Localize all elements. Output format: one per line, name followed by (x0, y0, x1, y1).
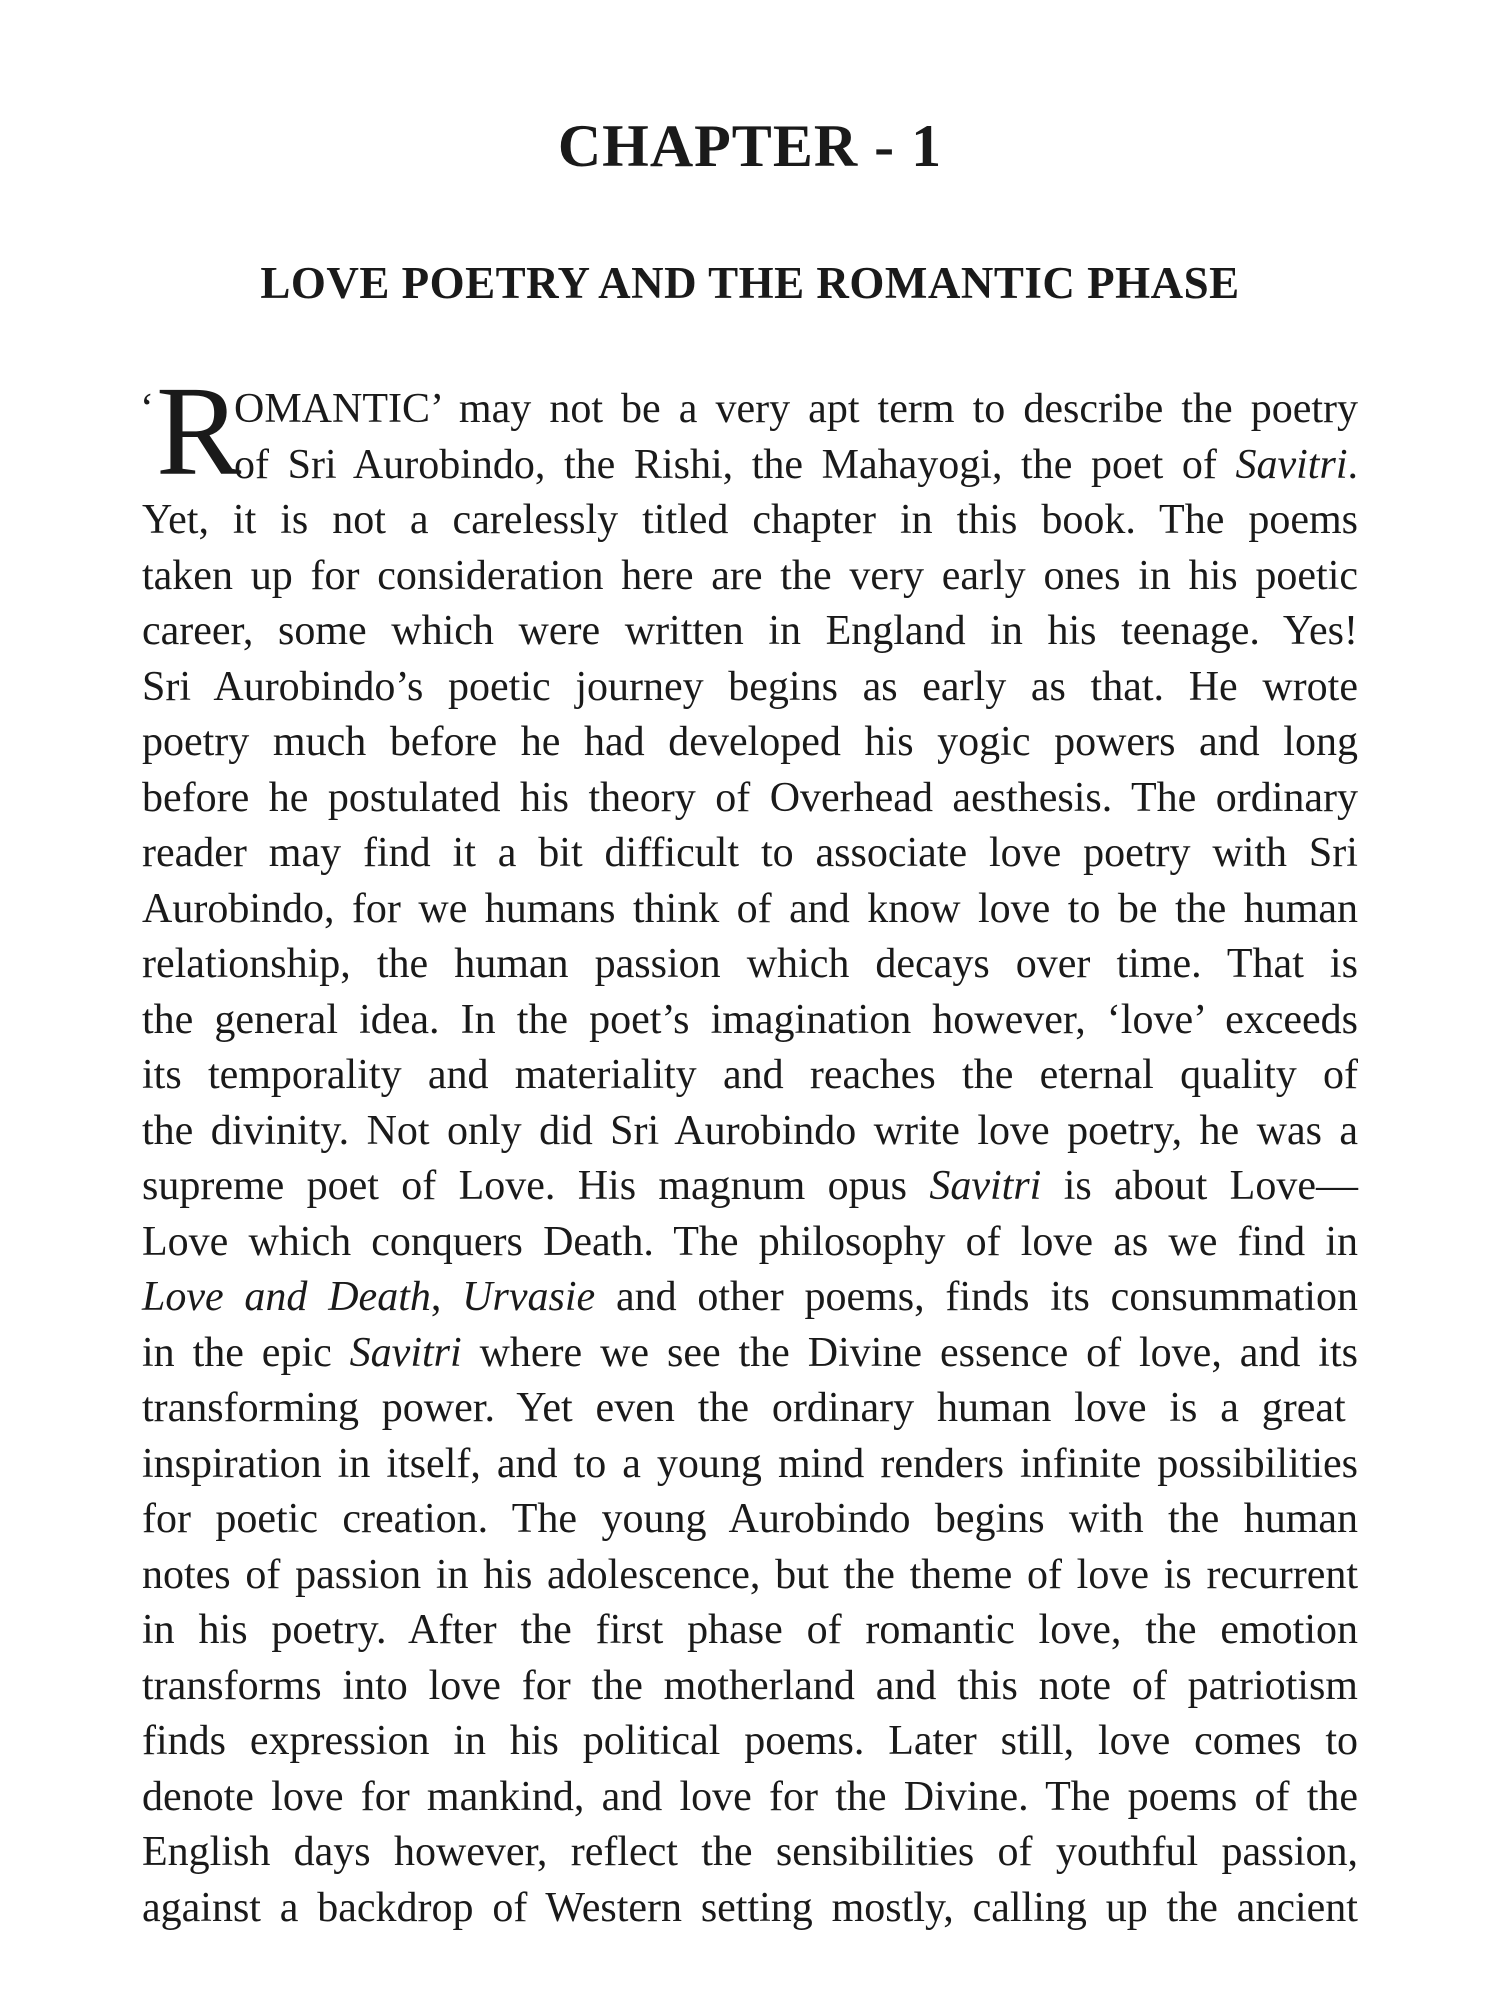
text-line (142, 660, 1358, 716)
text-run: OMANTIC’ may not be a very apt term to describe the poetry (234, 386, 1359, 432)
text-run: its temporality and materiality and reaches the eternal quality of (142, 1052, 1359, 1098)
text-line (142, 1825, 1358, 1881)
text-run: denote love for mankind, and love for the Divine. The poems of the (142, 1773, 1359, 1820)
text-run: the general idea. In the poet’s imagination however, ‘love’ exceeds (142, 996, 1358, 1043)
text-run: finds expression in his political poems. Later still, love comes to (142, 1718, 1358, 1764)
text-run: in his poetry. After the first phase of romantic love, the emotion (142, 1607, 1359, 1653)
text-line (142, 1492, 1358, 1548)
text-line (142, 1603, 1358, 1659)
text-line (142, 882, 1358, 938)
text-line (142, 993, 1358, 1049)
text-run: where we see the Divine essence of love, and its (461, 1329, 1358, 1376)
chapter-title: LOVE POETRY AND THE ROMANTIC PHASE (260, 258, 1240, 308)
text-run: is about Love— (1041, 1163, 1358, 1209)
text-line (142, 1381, 1358, 1437)
text-line (142, 382, 1358, 438)
text-run: against a backdrop of Western setting mostly, calling up the ancient (142, 1884, 1358, 1931)
text-run: . (1347, 441, 1358, 488)
italic-title: Savitri (349, 1329, 462, 1376)
text-run: relationship, the human passion which decays over time. That is (142, 941, 1358, 987)
text-line (142, 1881, 1358, 1937)
text-run: of Sri Aurobindo, the Rishi, the Mahayogi, the poet of (234, 441, 1236, 488)
text-line (142, 1770, 1358, 1826)
text-line (142, 1548, 1358, 1604)
text-line (142, 438, 1358, 494)
text-run: Love which conquers Death. The philosophy of love as we find in (142, 1218, 1359, 1265)
text-run: and other poems, finds its consummation (595, 1274, 1358, 1320)
text-run: for poetic creation. The young Aurobindo begins with the human (142, 1496, 1359, 1542)
text-run: transforming power. Yet even the ordinary human love is a great (142, 1385, 1346, 1431)
text-line (142, 549, 1358, 605)
text-run: in the epic (142, 1329, 350, 1376)
text-line (142, 1104, 1358, 1160)
text-run: taken up for consideration here are the very early ones in his poetic (142, 552, 1359, 599)
text-run: notes of passion in his adolescence, but the theme of love is recurrent (142, 1551, 1359, 1598)
text-line (142, 1159, 1358, 1215)
text-run: transforms into love for the motherland and this note of patriotism (142, 1662, 1358, 1709)
text-run: , (430, 1274, 463, 1320)
italic-title: Savitri (1235, 441, 1348, 488)
text-run: poetry much before he had developed his yogic powers and long (142, 719, 1358, 765)
text-run: Sri Aurobindo’s poetic journey begins as early as that. He wrote (142, 663, 1358, 710)
text-run: inspiration in itself, and to a young mind renders infinite possibilities (142, 1440, 1358, 1487)
text-line (142, 1270, 1358, 1326)
text-run: reader may find it a bit difficult to associate love poetry with Sri (142, 830, 1358, 876)
body-paragraph (142, 382, 1358, 1936)
text-line (142, 715, 1358, 771)
text-line (142, 1215, 1358, 1271)
text-line (142, 1326, 1358, 1382)
text-line (142, 937, 1358, 993)
text-run: before he postulated his theory of Overhead aesthesis. The ordinary (142, 774, 1359, 821)
opening-quote-mark: ‘ (140, 386, 154, 432)
text-run: Yet, it is not a carelessly titled chapter in this book. The poems (142, 497, 1359, 543)
text-run: Aurobindo, for we humans think of and know love to be the human (142, 885, 1359, 932)
text-line (142, 1437, 1358, 1493)
text-line (142, 1714, 1358, 1770)
italic-title: Savitri (929, 1163, 1042, 1209)
text-run: supreme poet of Love. His magnum opus (142, 1163, 930, 1209)
italic-title: Love and Death (142, 1274, 431, 1320)
text-line (142, 1659, 1358, 1715)
text-line (142, 493, 1358, 549)
text-run: English days however, reflect the sensibilities of youthful passion, (142, 1829, 1358, 1875)
drop-cap: R (156, 360, 242, 502)
text-line (142, 771, 1358, 827)
italic-title: Urvasie (462, 1274, 596, 1320)
text-run: career, some which were written in England in his teenage. Yes! (142, 608, 1359, 654)
chapter-number: CHAPTER - 1 (557, 113, 943, 179)
text-line (142, 1048, 1358, 1104)
text-line (142, 826, 1358, 882)
text-line (142, 604, 1358, 660)
text-run: the divinity. Not only did Sri Aurobindo write love poetry, he was a (142, 1107, 1358, 1154)
